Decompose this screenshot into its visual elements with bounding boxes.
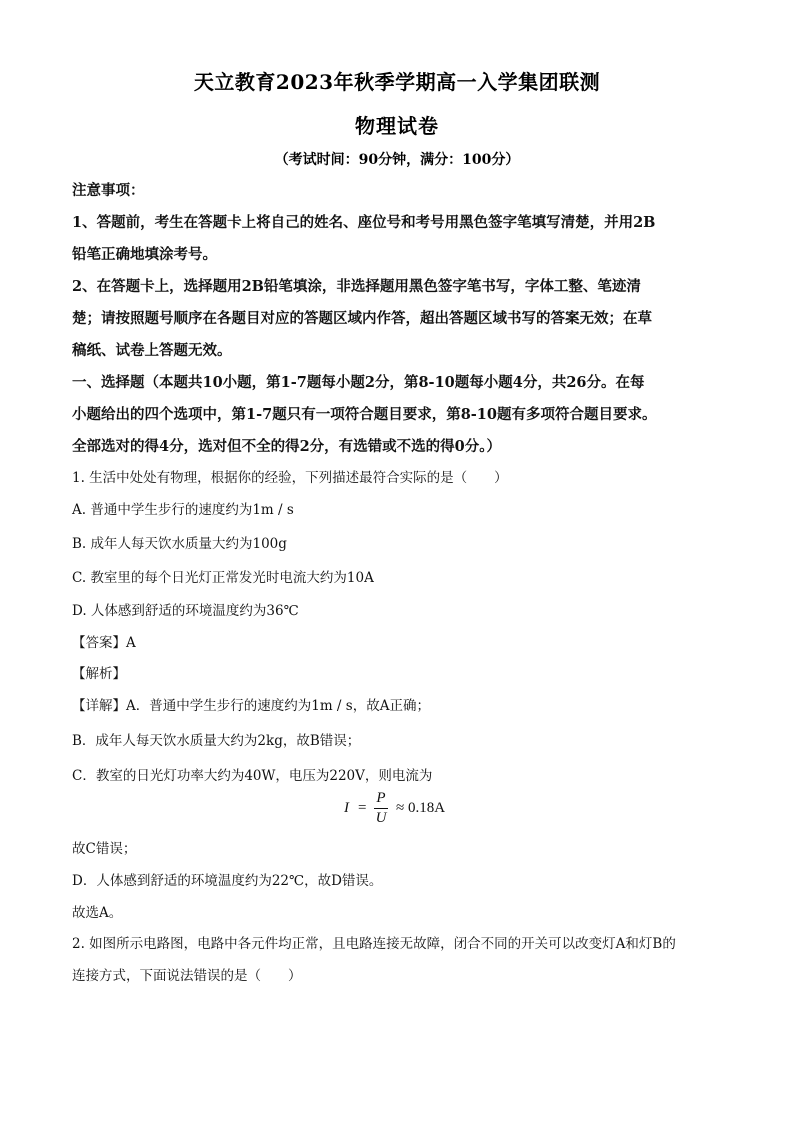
question-1-detail-c-conclusion: 故C错误； — [72, 841, 137, 857]
question-1-option-a: A. 普通中学生步行的速度约为1m / s — [72, 502, 294, 518]
exam-title: 天立教育2023年秋季学期高一入学集团联测 — [193, 70, 601, 94]
section-1-line-1: 一、选择题（本题共10小题，第1-7题每小题2分，第8-10题每小题4分，共26分。在每 — [72, 374, 645, 391]
notice-item-2-line-1: 2、在答题卡上，选择题用2B铅笔填涂，非选择题用黑色签字笔书写，字体工整、笔迹清 — [72, 278, 641, 295]
question-1-detail-a: 【详解】A．普通中学生步行的速度约为1m / s，故A正确； — [72, 698, 430, 714]
question-1-option-d: D. 人体感到舒适的环境温度约为36℃ — [72, 603, 299, 619]
question-2-stem-line-1: 2. 如图所示电路图，电路中各元件均正常，且电路连接无故障，闭合不同的开关可以改变灯A和灯B的 — [72, 936, 676, 952]
formula-equals: = — [358, 800, 367, 816]
notice-heading: 注意事项： — [72, 182, 145, 199]
question-1-detail-b: B．成年人每天饮水质量大约为2kg，故B错误； — [72, 733, 361, 749]
question-1-option-b: B. 成年人每天饮水质量大约为100g — [72, 536, 287, 552]
fraction-bar — [374, 808, 388, 809]
formula-lhs: I — [344, 800, 349, 816]
formula-fraction — [374, 790, 388, 827]
question-1-detail-d: D．人体感到舒适的环境温度约为22℃，故D错误。 — [72, 873, 383, 889]
section-1-line-3: 全部选对的得4分，选对但不全的得2分，有选错或不选的得0分。） — [72, 438, 502, 455]
question-1-detail-c: C．教室的日光灯功率大约为40W，电压为220V，则电流为 — [72, 768, 433, 784]
question-1-option-c: C. 教室里的每个日光灯正常发光时电流大约为10A — [72, 570, 374, 586]
current-formula — [344, 790, 474, 830]
formula-rhs: ≈ 0.18A — [396, 800, 446, 816]
formula-denominator: U — [375, 810, 387, 826]
section-1-line-2: 小题给出的四个选项中，第1-7题只有一项符合题目要求，第8-10题有多项符合题目要求。 — [72, 406, 657, 423]
notice-item-1-line-1: 1、答题前，考生在答题卡上将自己的姓名、座位号和考号用黑色签字笔填写清楚，并用2B — [72, 214, 656, 231]
notice-item-1-line-2: 铅笔正确地填涂考号。 — [72, 246, 217, 263]
question-2-stem-line-2: 连接方式，下面说法错误的是（ ） — [72, 968, 302, 984]
question-1-analysis: 【解析】 — [72, 666, 126, 682]
question-1-answer: 【答案】A — [72, 635, 136, 651]
notice-item-2-line-2: 楚；请按照题号顺序在各题目对应的答题区域内作答，超出答题区域书写的答案无效；在草 — [72, 310, 652, 327]
subject-title: 物理试卷 — [355, 114, 439, 138]
question-1-stem: 1. 生活中处处有物理，根据你的经验，下列描述最符合实际的是（ ） — [72, 470, 508, 486]
formula-numerator: P — [376, 790, 386, 806]
question-1-conclusion: 故选A。 — [72, 905, 123, 921]
exam-info: （考试时间：90分钟，满分：100分） — [274, 152, 520, 168]
notice-item-2-line-3: 稿纸、试卷上答题无效。 — [72, 342, 232, 359]
